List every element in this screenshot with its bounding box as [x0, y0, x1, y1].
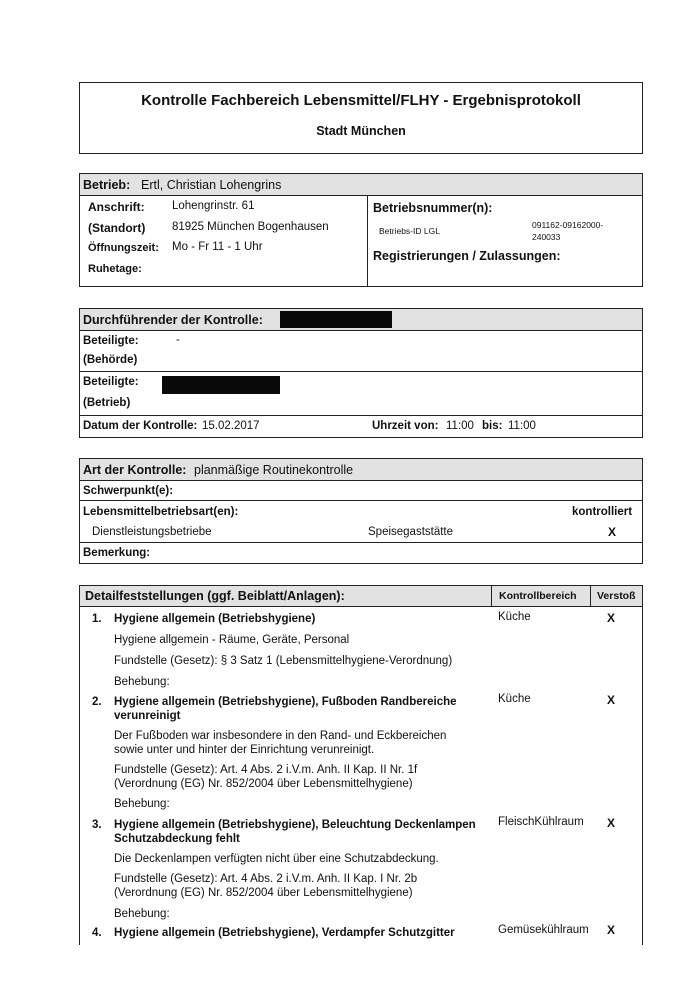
finding-number: 3.: [92, 819, 102, 831]
anschrift-label: Anschrift:: [88, 200, 145, 214]
art-value: planmäßige Routinekontrolle: [194, 463, 354, 477]
finding-title: Hygiene allgemein (Betriebshygiene), Beleuchtung Deckenlampen: [114, 819, 476, 831]
divider: [79, 542, 643, 543]
beteiligte-behoerde-label: Beteiligte:: [83, 335, 139, 347]
divider: [590, 585, 591, 606]
details-header: Detailfeststellungen (ggf. Beiblatt/Anlagen):: [85, 589, 345, 603]
finding-title: Hygiene allgemein (Betriebshygiene): [114, 613, 316, 625]
finding-number: 4.: [92, 927, 102, 939]
kontrolliert-mark: X: [608, 525, 617, 539]
kontrolliert-label: kontrolliert: [572, 506, 633, 518]
col-kontrollbereich: Kontrollbereich: [499, 590, 577, 602]
divider: [79, 500, 643, 501]
finding-kontrollbereich: Gemüsekühlraum: [498, 924, 589, 936]
uhrzeit-bis-label: bis:: [482, 420, 503, 432]
finding-number: 1.: [92, 613, 102, 625]
finding-verstoss: X: [607, 611, 616, 625]
standort-label: (Standort): [88, 221, 146, 235]
redaction-bar: [162, 376, 280, 394]
finding-number: 2.: [92, 696, 102, 708]
uhrzeit-von-value: 11:00: [446, 420, 474, 432]
schwerpunkt-label: Schwerpunkt(e):: [83, 485, 174, 497]
divider: [79, 330, 643, 331]
art-label: Art der Kontrolle:: [83, 463, 187, 477]
betriebsart-2: Speisegaststätte: [368, 526, 454, 538]
finding-description: Der Fußboden war insbesondere in den Rand- und Eckbereichen: [114, 730, 447, 742]
betriebsnummer-label: Betriebsnummer(n):: [373, 201, 493, 215]
standort-value: 81925 München Bogenhausen: [172, 221, 329, 233]
divider: [79, 480, 643, 481]
finding-fundstelle: Fundstelle (Gesetz): Art. 4 Abs. 2 i.V.m. Anh. II Kap. I Nr. 2b: [114, 873, 418, 885]
finding-behebung: Behebung:: [114, 908, 170, 920]
finding-description: Hygiene allgemein - Räume, Geräte, Personal: [114, 634, 350, 646]
divider: [491, 585, 492, 606]
betriebsart-label: Lebensmittelbetriebsart(en):: [83, 506, 239, 518]
betriebs-id-value-2: 240033: [532, 232, 561, 242]
finding-kontrollbereich: Küche: [498, 693, 531, 705]
col-verstoss: Verstoß: [597, 590, 636, 602]
finding-behebung: Behebung:: [114, 676, 170, 688]
finding-description-cont: sowie unter und hinter der Einrichtung verunreinigt.: [114, 744, 375, 756]
beteiligte-behoerde-value: -: [176, 334, 180, 346]
finding-verstoss: X: [607, 816, 616, 830]
finding-fundstelle: Fundstelle (Gesetz): § 3 Satz 1 (Lebensmittelhygiene-Verordnung): [114, 655, 453, 667]
anschrift-value: Lohengrinstr. 61: [172, 200, 255, 212]
registrierungen-label: Registrierungen / Zulassungen:: [373, 249, 561, 263]
finding-fundstelle: Fundstelle (Gesetz): Art. 4 Abs. 2 i.V.m. Anh. II Kap. II Nr. 1f: [114, 764, 418, 776]
finding-description: Die Deckenlampen verfügten nicht über eine Schutzabdeckung.: [114, 853, 439, 865]
finding-fundstelle-cont: (Verordnung (EG) Nr. 852/2004 über Lebensmittelhygiene): [114, 887, 413, 899]
divider: [79, 371, 643, 372]
beteiligte-betrieb-label: Beteiligte:: [83, 376, 139, 388]
bemerkung-label: Bemerkung:: [83, 547, 151, 559]
finding-kontrollbereich: FleischKühlraum: [498, 816, 584, 828]
finding-verstoss: X: [607, 693, 616, 707]
finding-title: Hygiene allgemein (Betriebshygiene), Fußboden Randbereiche: [114, 696, 457, 708]
page-title: Kontrolle Fachbereich Lebensmittel/FLHY - Ergebnisprotokoll: [141, 92, 581, 109]
behoerde-label: (Behörde): [83, 354, 138, 366]
finding-behebung: Behebung:: [114, 798, 170, 810]
divider: [79, 415, 643, 416]
datum-value: 15.02.2017: [202, 420, 260, 432]
divider: [79, 195, 643, 196]
betriebs-id-label: Betriebs-ID LGL: [379, 226, 440, 236]
betrieb-name: Ertl, Christian Lohengrins: [141, 178, 282, 192]
betriebsart-1: Dienstleistungsbetriebe: [92, 526, 212, 538]
oeffnungszeit-label: Öffnungszeit:: [88, 242, 159, 254]
finding-verstoss: X: [607, 923, 616, 937]
finding-title-cont: Schutzabdeckung fehlt: [114, 833, 240, 845]
divider: [367, 195, 368, 287]
uhrzeit-von-label: Uhrzeit von:: [372, 420, 439, 432]
redaction-bar: [280, 311, 392, 328]
betrieb-sub-label: (Betrieb): [83, 397, 131, 409]
page-subtitle: Stadt München: [316, 124, 406, 138]
betrieb-label: Betrieb:: [83, 178, 131, 192]
ruhetage-label: Ruhetage:: [88, 263, 142, 275]
uhrzeit-bis-value: 11:00: [508, 420, 536, 432]
finding-fundstelle-cont: (Verordnung (EG) Nr. 852/2004 über Lebensmittelhygiene): [114, 778, 413, 790]
durchfuehrender-label: Durchführender der Kontrolle:: [83, 313, 263, 327]
divider: [79, 606, 643, 607]
oeffnungszeit-value: Mo - Fr 11 - 1 Uhr: [172, 241, 263, 253]
finding-kontrollbereich: Küche: [498, 611, 531, 623]
betriebs-id-value-1: 091162-09162000-: [532, 220, 604, 230]
finding-title: Hygiene allgemein (Betriebshygiene), Verdampfer Schutzgitter: [114, 927, 455, 939]
finding-title-cont: verunreinigt: [114, 710, 181, 722]
datum-label: Datum der Kontrolle:: [83, 420, 198, 432]
